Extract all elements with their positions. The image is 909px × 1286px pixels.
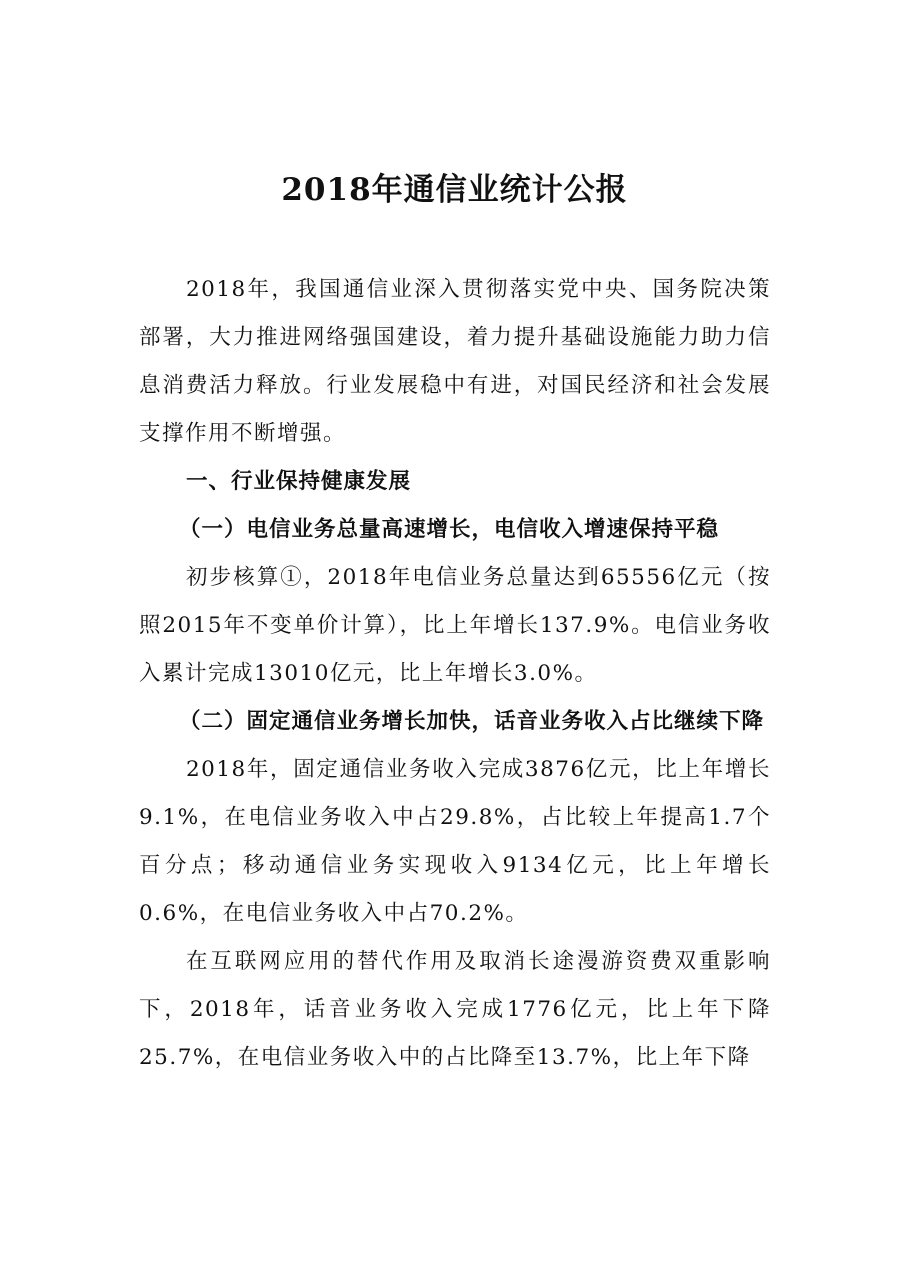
section-heading-1: 一、行业保持健康发展 (186, 469, 412, 494)
fixed-mobile-paragraph: 2018年，固定通信业务收入完成3876亿元，比上年增长9.1%，在电信业务收入中占29.8%，占比较上年提高1.7个百分点；移动通信业务实现收入9134亿元，比上年增长0.6%，在电信业务收入中占70.2%。 (139, 757, 771, 926)
subsection-heading-1: （一）电信业务总量高速增长，电信收入增速保持平稳 (179, 517, 720, 542)
telecom-volume-paragraph: 初步核算①，2018年电信业务总量达到65556亿元（按照2015年不变单价计算），比上年增长137.9%。电信业务收入累计完成13010亿元，比上年增长3.0%。 (139, 565, 771, 686)
voice-revenue-paragraph: 在互联网应用的替代作用及取消长途漫游资费双重影响下，2018年，话音业务收入完成1776亿元，比上年下降25.7%，在电信业务收入中的占比降至13.7%，比上年下降 (139, 949, 771, 1070)
document-body (139, 266, 771, 1082)
subsection-heading-2: （二）固定通信业务增长加快，话音业务收入占比继续下降 (179, 709, 765, 734)
document-title: 2018年通信业统计公报 (281, 172, 628, 208)
intro-paragraph: 2018年，我国通信业深入贯彻落实党中央、国务院决策部署，大力推进网络强国建设，着力提升基础设施能力助力信息消费活力释放。行业发展稳中有进，对国民经济和社会发展支撑作用不断增强。 (139, 277, 771, 446)
